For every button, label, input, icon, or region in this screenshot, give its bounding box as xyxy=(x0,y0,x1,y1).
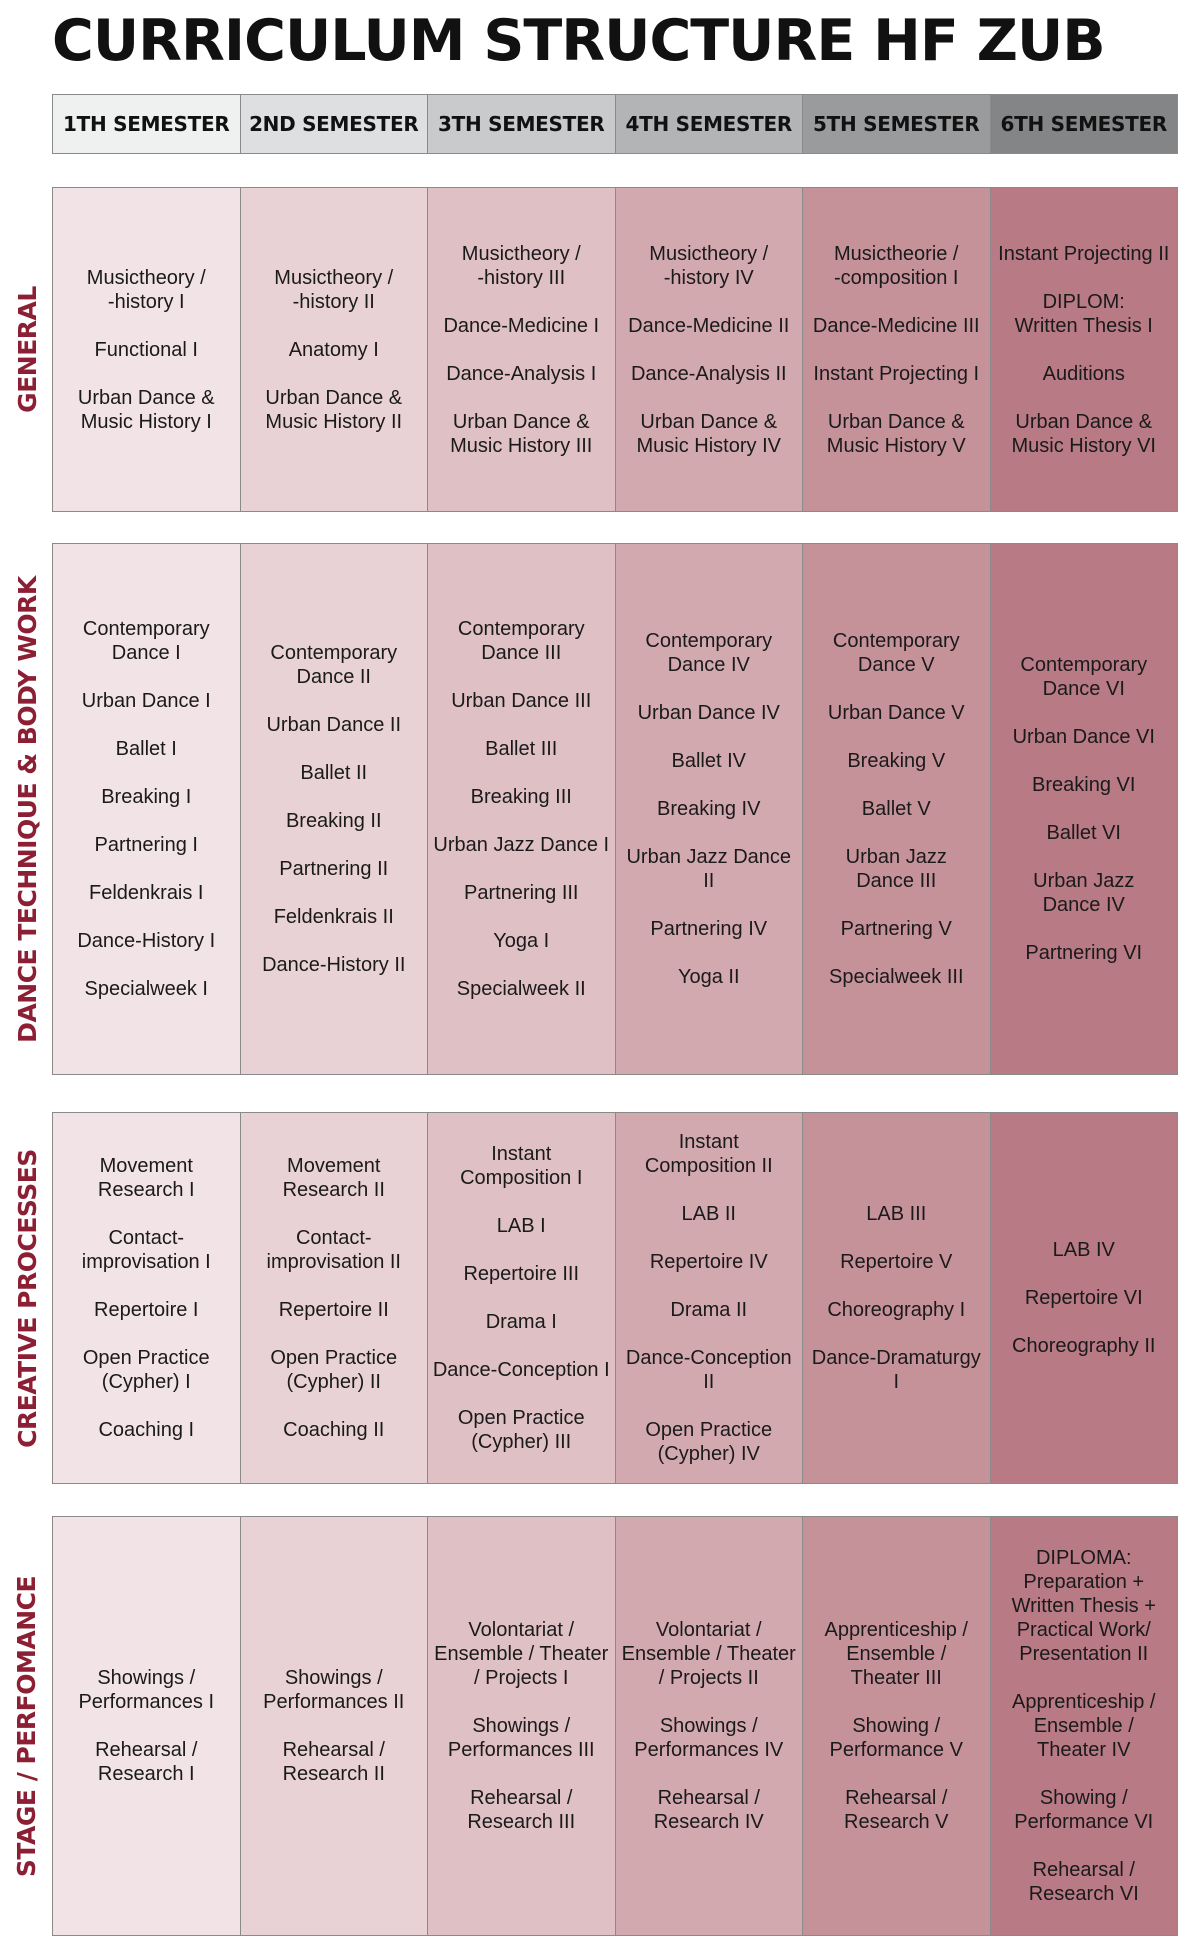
section-label-container xyxy=(1,544,53,1074)
course-item: Drama I xyxy=(485,1311,557,1333)
course-item: Contemporary Dance III xyxy=(457,618,585,664)
course-item: Ballet III xyxy=(485,738,558,760)
course-item: Dance-Dramaturgy I xyxy=(811,1347,981,1393)
course-item: Urban Dance & Music History III xyxy=(450,410,593,457)
course-item: Rehearsal / Research I xyxy=(95,1739,198,1785)
course-item: Volontariat / Ensemble / Theater / Projects I xyxy=(434,1619,609,1689)
course-item: Musictheory / -history III xyxy=(461,242,581,289)
course-item: Rehearsal / Research III xyxy=(467,1787,576,1833)
course-item: Dance-Conception I xyxy=(432,1359,610,1381)
course-cell-semester-4 xyxy=(616,188,804,511)
course-item: Instant Projecting II xyxy=(998,242,1170,265)
course-item: Instant Composition II xyxy=(644,1131,773,1177)
course-item: Musictheory / -history II xyxy=(274,266,394,313)
course-item: Urban Dance III xyxy=(451,690,592,712)
course-cell-semester-4 xyxy=(616,1517,804,1935)
course-cell-semester-2 xyxy=(241,544,429,1074)
course-item: Urban Jazz Dance III xyxy=(845,846,947,892)
course-cell-semester-2 xyxy=(241,188,429,511)
course-item: Urban Dance & Music History IV xyxy=(636,410,781,457)
course-item: Open Practice (Cypher) IV xyxy=(645,1419,773,1465)
course-item: Coaching I xyxy=(98,1419,195,1441)
course-item: Contemporary Dance II xyxy=(270,642,398,688)
course-cell-semester-5 xyxy=(803,544,991,1074)
course-item: Dance-Medicine II xyxy=(628,314,790,337)
course-item: Feldenkrais II xyxy=(273,906,394,928)
course-item: Urban Dance IV xyxy=(637,702,780,724)
section-label-container xyxy=(1,1517,53,1935)
course-item: Breaking V xyxy=(847,750,946,772)
course-item: Partnering III xyxy=(463,882,579,904)
course-item: Showings / Performances IV xyxy=(634,1715,784,1761)
course-cell-semester-6 xyxy=(991,188,1178,511)
course-item: Contemporary Dance V xyxy=(832,630,960,676)
course-item: Breaking I xyxy=(101,786,192,808)
semester-header-3: 3TH SEMESTER xyxy=(428,95,616,153)
course-cell-semester-1 xyxy=(53,188,241,511)
course-item: Ballet VI xyxy=(1046,822,1121,844)
course-item: Dance-History I xyxy=(77,930,216,952)
course-item: Showing / Performance VI xyxy=(1014,1787,1154,1833)
course-cell-semester-6 xyxy=(991,1113,1178,1483)
section-label: STAGE / PERFOMANCE xyxy=(12,1575,42,1877)
course-item: Showing / Performance V xyxy=(829,1715,963,1761)
course-item: Coaching II xyxy=(283,1419,385,1441)
course-item: LAB III xyxy=(866,1203,927,1225)
course-item: Anatomy I xyxy=(288,338,379,361)
section-label: CREATIVE PROCESSES xyxy=(12,1148,42,1448)
course-item: DIPLOM: Written Thesis I xyxy=(1014,290,1153,337)
course-item: Partnering I xyxy=(94,834,198,856)
course-item: Rehearsal / Research IV xyxy=(653,1787,764,1833)
course-item: Repertoire VI xyxy=(1024,1287,1143,1309)
section-label: GENERAL xyxy=(12,286,42,413)
course-item: Repertoire III xyxy=(463,1263,580,1285)
course-item: Musictheory / -history I xyxy=(86,266,206,313)
course-item: Ballet I xyxy=(115,738,177,760)
course-item: Urban Jazz Dance II xyxy=(626,846,792,892)
section-label: DANCE TECHNIQUE & BODY WORK xyxy=(12,575,42,1043)
course-item: Breaking IV xyxy=(657,798,761,820)
course-item: Urban Dance & Music History V xyxy=(826,410,966,457)
section-general xyxy=(12,187,1178,512)
course-item: Urban Dance VI xyxy=(1012,726,1155,748)
course-item: Auditions xyxy=(1042,362,1125,385)
course-item: Rehearsal / Research V xyxy=(844,1787,949,1833)
course-item: Partnering IV xyxy=(650,918,768,940)
course-item: Volontariat / Ensemble / Theater / Projects II xyxy=(621,1619,796,1689)
course-item: Urban Jazz Dance IV xyxy=(1033,870,1135,916)
course-item: Contact- improvisation I xyxy=(81,1227,211,1273)
course-item: Apprenticeship / Ensemble / Theater IV xyxy=(1012,1691,1156,1761)
course-item: Ballet IV xyxy=(671,750,746,772)
course-item: Repertoire I xyxy=(94,1299,199,1321)
course-item: Dance-Medicine I xyxy=(443,314,600,337)
course-item: Drama II xyxy=(670,1299,748,1321)
course-item: Urban Dance & Music History VI xyxy=(1011,410,1156,457)
course-cell-semester-4 xyxy=(616,544,804,1074)
course-item: Repertoire IV xyxy=(649,1251,768,1273)
course-cell-semester-4 xyxy=(616,1113,804,1483)
course-cell-semester-5 xyxy=(803,1113,991,1483)
course-item: Partnering V xyxy=(840,918,952,940)
course-item: Contact- improvisation II xyxy=(266,1227,401,1273)
course-item: Urban Dance II xyxy=(266,714,401,736)
course-item: Urban Dance & Music History I xyxy=(77,386,215,433)
course-item: Open Practice (Cypher) II xyxy=(270,1347,398,1393)
course-item: Yoga II xyxy=(677,966,740,988)
course-item: Partnering II xyxy=(279,858,389,880)
semester-header-row xyxy=(52,94,1178,154)
course-item: Repertoire II xyxy=(278,1299,389,1321)
course-item: Showings / Performances I xyxy=(78,1667,215,1713)
course-item: Musictheorie / -composition I xyxy=(834,242,959,289)
course-item: Urban Dance I xyxy=(81,690,211,712)
course-cell-semester-3 xyxy=(428,188,616,511)
course-cell-semester-2 xyxy=(241,1517,429,1935)
course-item: Open Practice (Cypher) III xyxy=(457,1407,585,1453)
course-cell-semester-3 xyxy=(428,544,616,1074)
course-cell-semester-6 xyxy=(991,544,1178,1074)
course-item: Yoga I xyxy=(493,930,550,952)
course-item: Dance-Conception II xyxy=(625,1347,792,1393)
course-item: Contemporary Dance VI xyxy=(1020,654,1148,700)
course-item: Showings / Performances III xyxy=(447,1715,595,1761)
course-item: Dance-Analysis I xyxy=(446,362,597,385)
course-cell-semester-1 xyxy=(53,544,241,1074)
section-stage-performance xyxy=(12,1516,1178,1936)
course-item: Feldenkrais I xyxy=(89,882,204,904)
course-item: Movement Research I xyxy=(97,1155,195,1201)
course-item: Urban Dance & Music History II xyxy=(265,386,403,433)
course-item: Instant Composition I xyxy=(460,1143,583,1189)
course-cell-semester-3 xyxy=(428,1113,616,1483)
course-item: Partnering VI xyxy=(1025,942,1143,964)
course-item: Dance-Medicine III xyxy=(812,314,980,337)
course-item: Showings / Performances II xyxy=(263,1667,405,1713)
course-item: DIPLOMA: Preparation + Written Thesis + Practical Work/ Presentation II xyxy=(1011,1547,1156,1665)
semester-header-1: 1TH SEMESTER xyxy=(53,95,241,153)
course-item: Repertoire V xyxy=(840,1251,953,1273)
section-creative-processes xyxy=(12,1112,1178,1484)
course-item: Specialweek I xyxy=(84,978,208,1000)
course-item: Contemporary Dance I xyxy=(82,618,210,664)
course-item: Ballet II xyxy=(300,762,368,784)
semester-header-6: 6TH SEMESTER xyxy=(991,95,1178,153)
course-item: Dance-Analysis II xyxy=(630,362,787,385)
course-cell-semester-5 xyxy=(803,1517,991,1935)
section-label-container xyxy=(1,1113,53,1483)
course-cell-semester-1 xyxy=(53,1113,241,1483)
course-item: LAB I xyxy=(496,1215,546,1237)
page-title: CURRICULUM STRUCTURE HF ZUB xyxy=(52,8,1105,74)
course-item: Specialweek III xyxy=(828,966,964,988)
section-dance-technique xyxy=(12,543,1178,1075)
course-item: Open Practice (Cypher) I xyxy=(82,1347,210,1393)
course-cell-semester-3 xyxy=(428,1517,616,1935)
semester-header-4: 4TH SEMESTER xyxy=(616,95,804,153)
course-item: Breaking II xyxy=(285,810,382,832)
course-item: Rehearsal / Research VI xyxy=(1028,1859,1139,1905)
course-item: Musictheory / -history IV xyxy=(649,242,769,289)
course-item: LAB II xyxy=(681,1203,736,1225)
course-item: Rehearsal / Research II xyxy=(282,1739,385,1785)
section-label-container xyxy=(1,188,53,511)
course-item: Urban Dance V xyxy=(827,702,965,724)
course-item: Movement Research II xyxy=(282,1155,385,1201)
course-item: LAB IV xyxy=(1052,1239,1115,1261)
course-item: Breaking VI xyxy=(1032,774,1136,796)
course-item: Choreography I xyxy=(827,1299,966,1321)
semester-header-2: 2ND SEMESTER xyxy=(241,95,429,153)
course-item: Instant Projecting I xyxy=(813,362,980,385)
course-item: Apprenticeship / Ensemble / Theater III xyxy=(824,1619,968,1689)
course-item: Functional I xyxy=(94,338,198,361)
course-item: Ballet V xyxy=(861,798,931,820)
course-cell-semester-5 xyxy=(803,188,991,511)
course-cell-semester-1 xyxy=(53,1517,241,1935)
course-item: Contemporary Dance IV xyxy=(645,630,773,676)
course-item: Specialweek II xyxy=(456,978,586,1000)
course-item: Urban Jazz Dance I xyxy=(433,834,610,856)
course-item: Choreography II xyxy=(1012,1335,1156,1357)
course-cell-semester-6 xyxy=(991,1517,1178,1935)
course-cell-semester-2 xyxy=(241,1113,429,1483)
course-item: Dance-History II xyxy=(262,954,406,976)
semester-header-5: 5TH SEMESTER xyxy=(803,95,991,153)
course-item: Breaking III xyxy=(470,786,572,808)
